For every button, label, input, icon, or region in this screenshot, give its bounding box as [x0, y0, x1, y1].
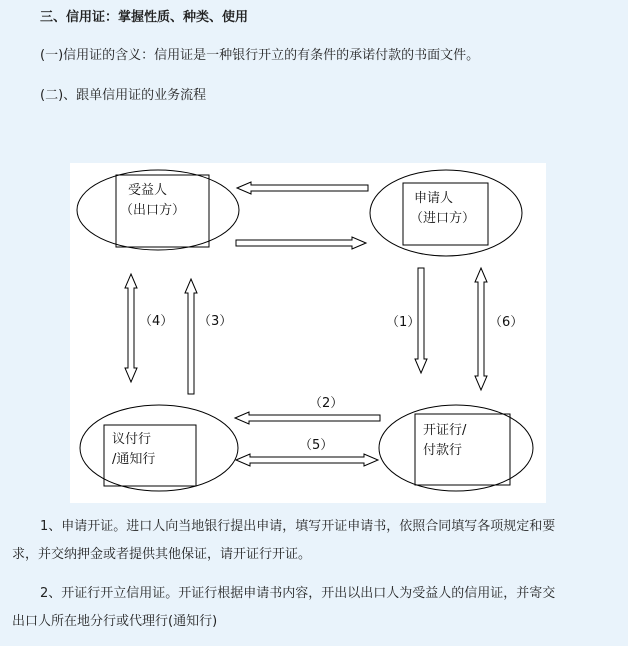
lc-flow-diagram	[70, 163, 546, 503]
issuing-bank-label: 开证行/	[423, 423, 467, 438]
step-1-line-1: 1、申请开证。进口人向当地银行提出申请，填写开证申请书，依照合同填写各项规定和要	[40, 519, 556, 534]
step-1-label: （1）	[386, 315, 421, 330]
advising-bank-sublabel: /通知行	[112, 452, 156, 467]
applicant-label: 申请人	[414, 191, 454, 206]
process-heading: (二)、跟单信用证的业务流程	[40, 88, 207, 103]
step-6-label: （6）	[489, 315, 524, 330]
beneficiary-label: 受益人	[128, 183, 168, 198]
section-heading: 三、信用证：掌握性质、种类、使用	[40, 10, 249, 25]
step-5-label: （5）	[299, 438, 334, 453]
step-1-line-2: 求，并交纳押金或者提供其他保证，请开证行开证。	[12, 547, 312, 562]
applicant-sublabel: （进口方）	[410, 211, 476, 226]
definition-text: (一)信用证的含义：信用证是一种银行开立的有条件的承诺付款的书面文件。	[40, 48, 480, 63]
advising-bank-label: 议付行	[112, 432, 152, 447]
lc-flow-svg	[70, 163, 546, 503]
step-2-line-1: 2、开证行开立信用证。开证行根据申请书内容，开出以出口人为受益人的信用证，并寄交	[40, 586, 556, 601]
step-3-label: （3）	[198, 314, 233, 329]
step-2-line-2: 出口人所在地分行或代理行(通知行)	[12, 614, 218, 629]
step-2-paragraph	[40, 580, 555, 608]
step-2-paragraph-cont	[12, 608, 217, 636]
step-1-paragraph-cont	[12, 541, 311, 569]
step-4-label: （4）	[139, 314, 174, 329]
step-2-label: （2）	[309, 396, 344, 411]
step-1-paragraph	[40, 513, 555, 541]
beneficiary-sublabel: （出口方）	[120, 203, 186, 218]
issuing-bank-sublabel: 付款行	[423, 443, 463, 458]
